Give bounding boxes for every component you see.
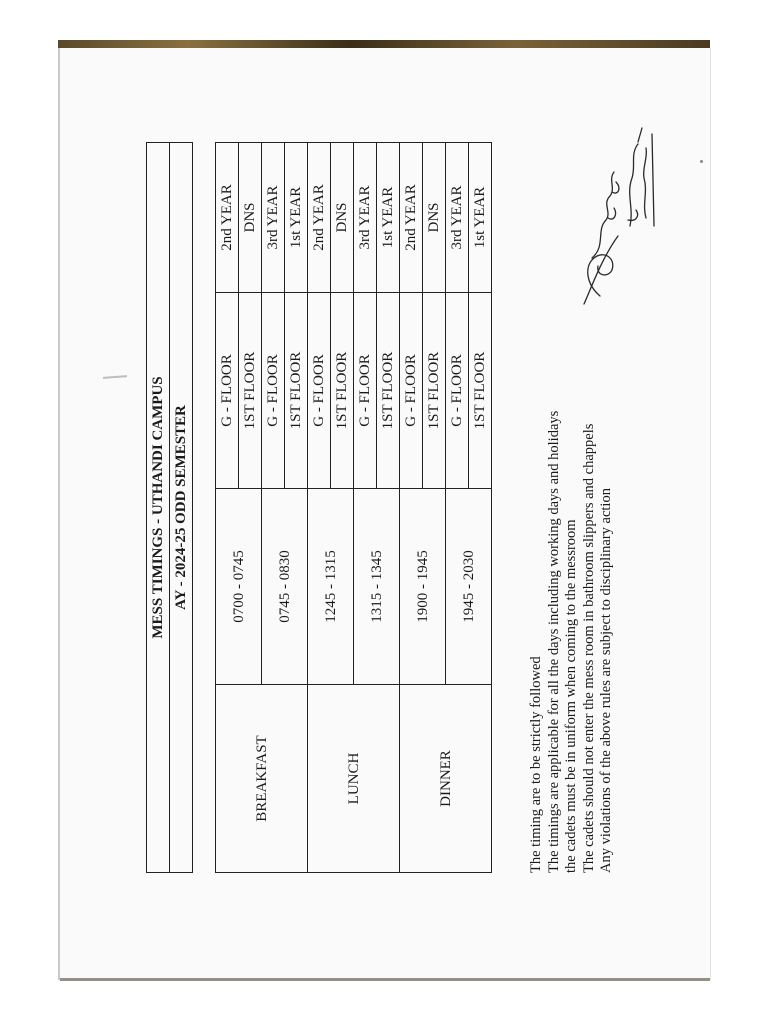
note-line: Any violations of the above rules are subject to disciplinary action xyxy=(598,488,614,873)
paper-left-shadow xyxy=(58,48,60,980)
year-cell: 1st YEAR xyxy=(377,142,400,292)
floor-cell: G - FLOOR xyxy=(262,293,285,489)
floor-cell: 1ST FLOOR xyxy=(239,293,262,489)
time-slot: 1945 - 2030 xyxy=(446,489,492,685)
year-cell: 2nd YEAR xyxy=(216,142,239,292)
floor-cell: G - FLOOR xyxy=(216,293,239,489)
floor-cell: G - FLOOR xyxy=(400,293,423,489)
table-row xyxy=(400,142,423,872)
time-slot: 1245 - 1315 xyxy=(308,489,354,685)
paper-mark xyxy=(700,160,703,163)
time-slot: 0745 - 0830 xyxy=(262,489,308,685)
time-slot: 1315 - 1345 xyxy=(354,489,400,685)
year-cell: 2nd YEAR xyxy=(400,142,423,292)
time-slot: 0700 - 0745 xyxy=(216,489,262,685)
time-slot: 1900 - 1945 xyxy=(400,489,446,685)
year-cell: 1st YEAR xyxy=(469,142,492,292)
table-subtitle: AY - 2024-25 ODD SEMESTER xyxy=(170,142,193,872)
year-cell: DNS xyxy=(423,142,446,292)
year-cell: 3rd YEAR xyxy=(354,142,377,292)
note-line: the cadets must be in uniform when coming to the messroom xyxy=(563,519,579,873)
year-cell: 1st YEAR xyxy=(285,142,308,292)
floor-cell: G - FLOOR xyxy=(308,293,331,489)
table-row xyxy=(216,142,239,872)
floor-cell: G - FLOOR xyxy=(354,293,377,489)
meal-dinner: DINNER xyxy=(400,685,492,873)
table-row xyxy=(308,142,331,872)
floor-cell: 1ST FLOOR xyxy=(377,293,400,489)
table-title: MESS TIMINGS - UTHANDI CAMPUS xyxy=(147,142,170,872)
paper-bottom-edge xyxy=(60,978,710,981)
note-line: The cadets should not enter the mess room in bathroom slippers and chappels xyxy=(580,423,597,873)
floor-cell: 1ST FLOOR xyxy=(469,293,492,489)
note-line: The timings are applicable for all the days including working days and holidays xyxy=(545,410,562,873)
year-cell: 3rd YEAR xyxy=(262,142,285,292)
paper-top-edge xyxy=(58,40,710,48)
meal-breakfast: BREAKFAST xyxy=(216,685,308,873)
year-cell: 2nd YEAR xyxy=(308,142,331,292)
year-cell: DNS xyxy=(239,142,262,292)
mess-timings-table xyxy=(146,142,492,873)
floor-cell: 1ST FLOOR xyxy=(331,293,354,489)
handwritten-signature xyxy=(582,108,672,308)
year-cell: DNS xyxy=(331,142,354,292)
floor-cell: 1ST FLOOR xyxy=(423,293,446,489)
year-cell: 3rd YEAR xyxy=(446,142,469,292)
floor-cell: G - FLOOR xyxy=(446,293,469,489)
note-line: The timing are to be strictly followed xyxy=(528,656,544,873)
floor-cell: 1ST FLOOR xyxy=(285,293,308,489)
meal-lunch: LUNCH xyxy=(308,685,400,873)
